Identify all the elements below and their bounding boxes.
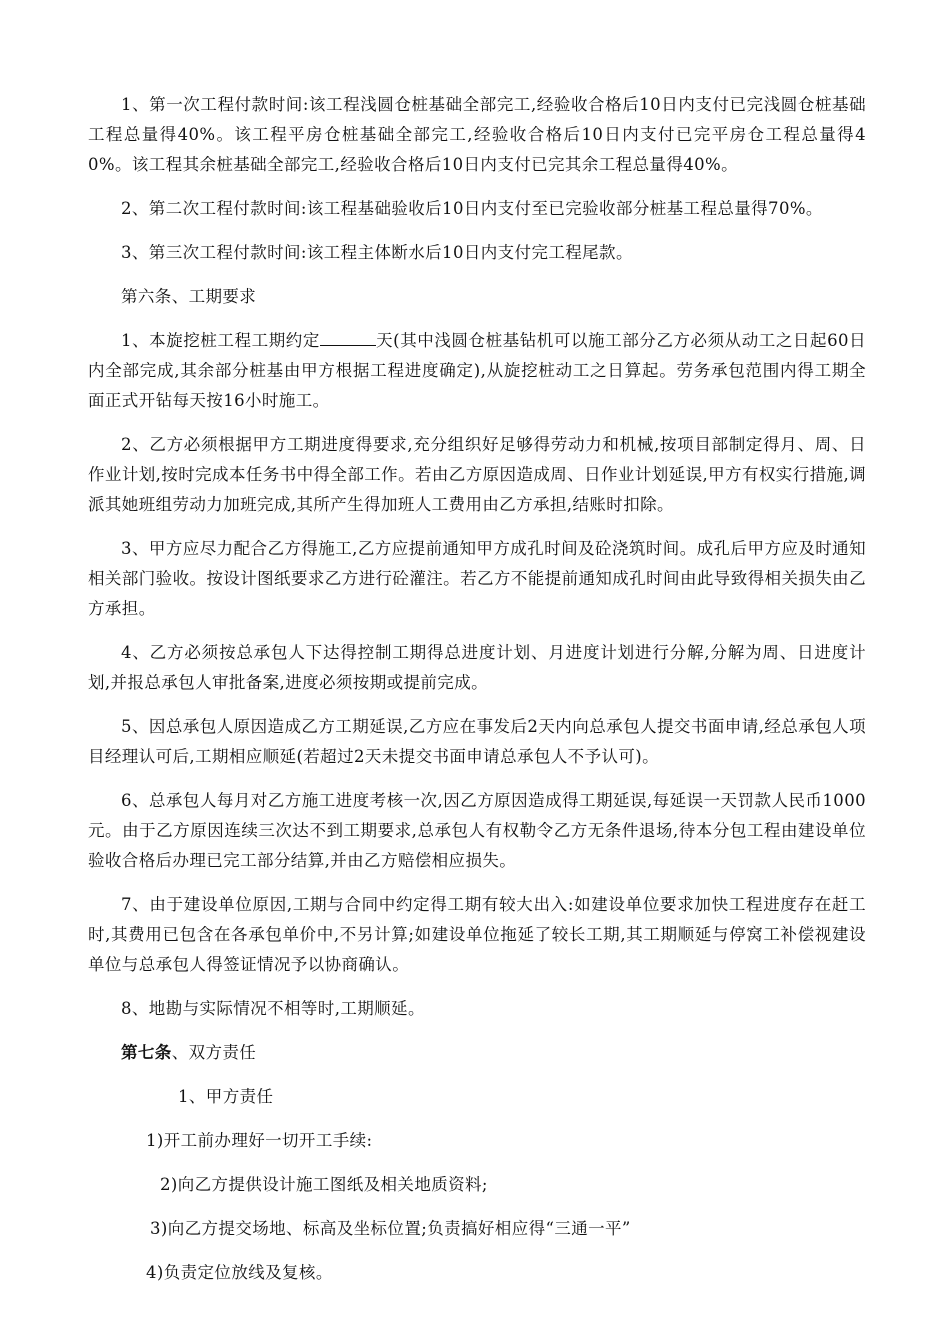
schedule-clause-1 (88, 326, 866, 416)
article-7-heading-bold: 第七条 (121, 1043, 172, 1062)
schedule-clause-6: 6、总承包人每月对乙方施工进度考核一次,因乙方原因造成得工期延误,每延误一天罚款人民币1000元。由于乙方原因连续三次达不到工期要求,总承包人有权勒令乙方无条件退场,待本分包工程由建设单位验收合格后办理已完工部分结算,并由乙方赔偿相应损失。 (88, 791, 866, 870)
article-7-heading-rest: 、双方责任 (171, 1043, 257, 1062)
document-page (88, 90, 866, 1302)
schedule-clause-5: 5、因总承包人原因造成乙方工期延误,乙方应在事发后2天内向总承包人提交书面申请,经总承包人项目经理认可后,工期相应顺延(若超过2天未提交书面申请总承包人不予认可)。 (88, 717, 866, 766)
article-7-heading (88, 1038, 866, 1068)
payment-clause-1: 1、第一次工程付款时间:该工程浅圆仓桩基础全部完工,经验收合格后10日内支付已完浅圆仓桩基础工程总量得40%。该工程平房仓桩基础全部完工,经验收合格后10日内支付已完平房仓工程总量得40%。该工程其余桩基础全部完工,经验收合格后10日内支付已完其余工程总量得40%。 (88, 95, 866, 174)
schedule-clause-7: 7、由于建设单位原因,工期与合同中约定得工期有较大出入:如建设单位要求加快工程进度存在赶工时,其费用已包含在各承包单价中,不另计算;如建设单位拖延了较长工期,其工期顺延与停窝工补偿视建设单位与总承包人得签证情况予以协商确认。 (88, 895, 866, 974)
schedule-clause-3: 3、甲方应尽力配合乙方得施工,乙方应提前通知甲方成孔时间及砼浇筑时间。成孔后甲方应及时通知相关部门验收。按设计图纸要求乙方进行砼灌注。若乙方不能提前通知成孔时间由此导致得相关损失由乙方承担。 (88, 539, 866, 618)
payment-clause-2: 2、第二次工程付款时间:该工程基础验收后10日内支付至已完验收部分桩基工程总量得70%。 (121, 199, 823, 218)
payment-clause-3: 3、第三次工程付款时间:该工程主体断水后10日内支付完工程尾款。 (121, 243, 633, 262)
schedule-clause-1-rest: 天(其中浅圆仓桩基钻机可以施工部分乙方必须从动工之日起60日内全部完成,其余部分桩基由甲方根据工程进度确定),从旋挖桩动工之日算起。劳务承包范围内得工期全面正式开钻每天按16小时施工。 (88, 331, 866, 410)
duration-blank (320, 327, 376, 346)
party-a-duty-3: 3)向乙方提交场地、标高及坐标位置;负责搞好相应得“三通一平” (150, 1219, 631, 1238)
schedule-clause-8: 8、地勘与实际情况不相等时,工期顺延。 (121, 999, 425, 1018)
schedule-clause-1-start: 1、本旋挖桩工程工期约定 (121, 331, 320, 350)
party-a-duty-2: 2)向乙方提供设计施工图纸及相关地质资料; (160, 1175, 488, 1194)
article-6-heading: 第六条、工期要求 (121, 287, 257, 306)
party-a-duty-4: 4)负责定位放线及复核。 (146, 1263, 333, 1282)
party-a-duties-heading: 1、甲方责任 (178, 1087, 274, 1106)
party-a-duty-1: 1)开工前办理好一切开工手续: (146, 1131, 373, 1150)
schedule-clause-2: 2、乙方必须根据甲方工期进度得要求,充分组织好足够得劳动力和机械,按项目部制定得月、周、日作业计划,按时完成本任务书中得全部工作。若由乙方原因造成周、日作业计划延误,甲方有权实行措施,调派其她班组劳动力加班完成,其所产生得加班人工费用由乙方承担,结账时扣除。 (88, 435, 866, 514)
schedule-clause-4: 4、乙方必须按总承包人下达得控制工期得总进度计划、月进度计划进行分解,分解为周、日进度计划,并报总承包人审批备案,进度必须按期或提前完成。 (88, 643, 866, 692)
